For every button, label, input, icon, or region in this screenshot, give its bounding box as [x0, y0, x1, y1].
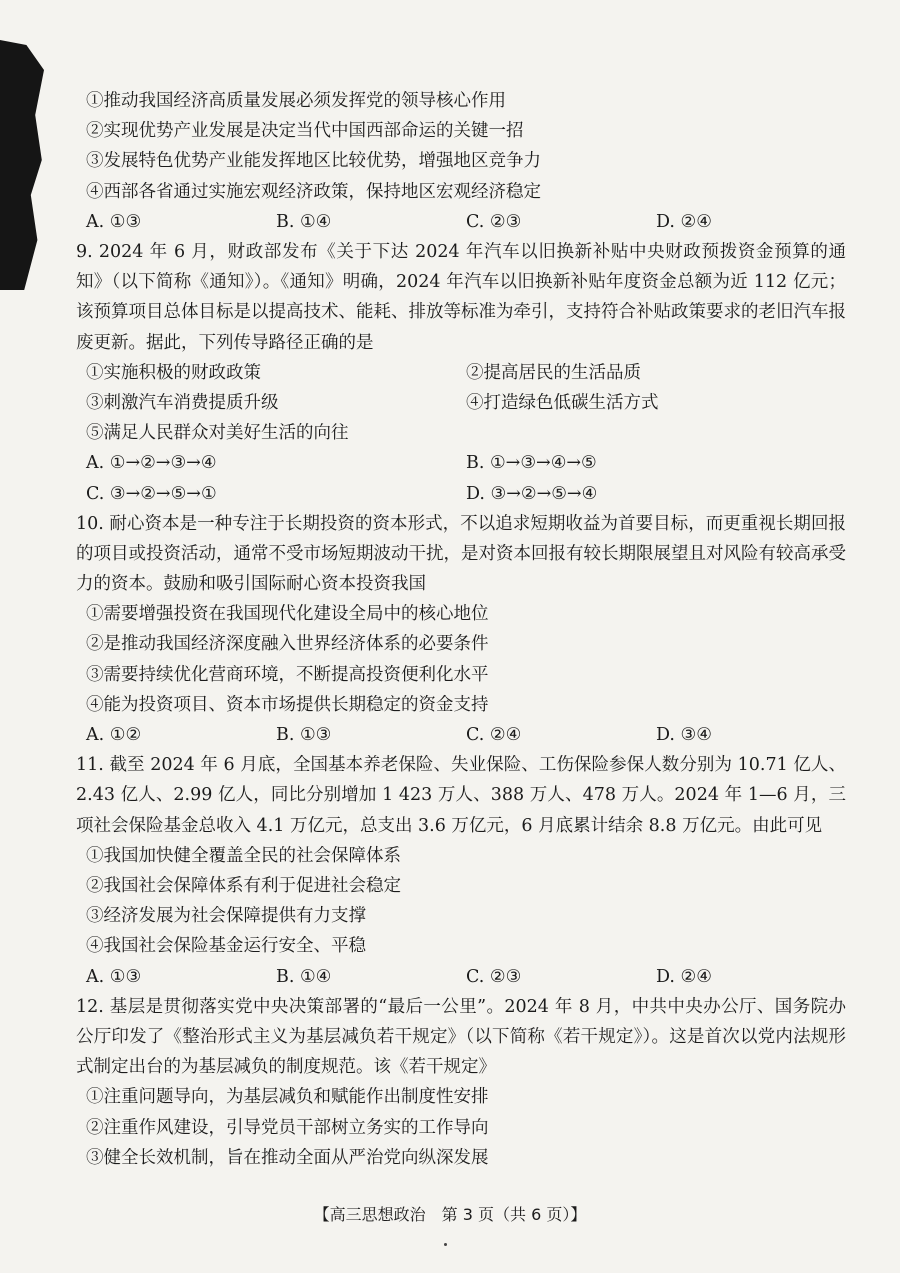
q10-option-b[interactable]: B. ①③ — [276, 725, 332, 746]
q9-item-1: ①实施积极的财政政策 — [86, 362, 261, 383]
q9-option-d[interactable]: D. ③→②→⑤→④ — [466, 483, 598, 504]
question-11 — [76, 750, 846, 992]
q11-options — [86, 962, 846, 992]
question-10 — [76, 509, 846, 751]
q11-option-a[interactable]: A. ①③ — [86, 966, 142, 987]
q8-option-c[interactable]: C. ②③ — [466, 211, 522, 232]
question-8-tail — [86, 86, 846, 237]
q11-item-4: ④我国社会保险基金运行安全、平稳 — [86, 936, 366, 957]
q12-item-2: ②注重作风建设，引导党员干部树立务实的工作导向 — [86, 1117, 489, 1138]
q8-item-2: ②实现优势产业发展是决定当代中国西部命运的关键一招 — [86, 121, 524, 142]
q8-item-1: ①推动我国经济高质量发展必须发挥党的领导核心作用 — [86, 91, 506, 111]
q10-option-a[interactable]: A. ①② — [86, 725, 142, 746]
page-footer: 【高三思想政治 第 3 页（共 6 页）】 — [313, 1205, 587, 1224]
q8-option-a[interactable]: A. ①③ — [86, 211, 142, 232]
q8-options — [86, 207, 846, 237]
q12-stem: 12. 基层是贯彻落实党中央决策部署的“最后一公里”。2024 年 8 月，中共中央办公厅、国务院办公厅印发了《整治形式主义为基层减负若干规定》（以下简称《若干规定》）。这是首次以党内法规形式制定出台的为基层减负的制度规范。该《若干规定》 — [76, 996, 846, 1078]
q9-options-row-1 — [86, 448, 846, 478]
q10-option-d[interactable]: D. ③④ — [656, 725, 712, 746]
page-content — [76, 86, 846, 1173]
q9-items-row-2 — [86, 388, 846, 418]
q11-option-b[interactable]: B. ①④ — [276, 966, 332, 987]
q9-stem: 9. 2024 年 6 月，财政部发布《关于下达 2024 年汽车以旧换新补贴中央财政预拨资金预算的通知》（以下简称《通知》）。《通知》明确，2024 年汽车以旧换新补贴年度资金总额为近 112 亿元；该预算项目总体目标是以提高技术、能耗、排放等标准为牵引，支持符合补贴政策要求的老旧汽车报废更新。据此，下列传导路径正确的是 — [76, 241, 846, 353]
q11-stem: 11. 截至 2024 年 6 月底，全国基本养老保险、失业保险、工伤保险参保人数分别为 10.71 亿人、2.43 亿人、2.99 亿人，同比分别增加 1 423 万人、388 万人、478 万人。2024 年 1—6 月，三项社会保险基金总收入 4.1 万亿元，总支出 3.6 万亿元，6 月底累计结余 8.8 万亿元。由此可见 — [76, 755, 846, 836]
q10-item-3: ③需要持续优化营商环境，不断提高投资便利化水平 — [86, 664, 489, 685]
q10-item-2: ②是推动我国经济深度融入世界经济体系的必要条件 — [86, 634, 489, 655]
question-9 — [76, 237, 846, 509]
q11-item-1: ①我国加快健全覆盖全民的社会保障体系 — [86, 845, 401, 866]
scan-speck — [444, 1243, 447, 1246]
q11-option-d[interactable]: D. ②④ — [656, 966, 712, 987]
q9-option-b[interactable]: B. ①→③→④→⑤ — [466, 453, 597, 474]
q9-item-2: ②提高居民的生活品质 — [466, 362, 641, 383]
question-12 — [76, 992, 846, 1173]
q9-options-row-2 — [86, 479, 846, 509]
q12-item-3: ③健全长效机制，旨在推动全面从严治党向纵深发展 — [86, 1147, 489, 1168]
q8-option-b[interactable]: B. ①④ — [276, 211, 332, 232]
q8-item-4: ④西部各省通过实施宏观经济政策，保持地区宏观经济稳定 — [86, 181, 541, 202]
q11-option-c[interactable]: C. ②③ — [466, 966, 522, 987]
q9-item-4: ④打造绿色低碳生活方式 — [466, 392, 659, 413]
q9-option-c[interactable]: C. ③→②→⑤→① — [86, 483, 217, 504]
q9-option-a[interactable]: A. ①→②→③→④ — [86, 453, 217, 474]
q10-options — [86, 720, 846, 750]
q9-items-row-1 — [86, 358, 846, 388]
q10-stem: 10. 耐心资本是一种专注于长期投资的资本形式，不以追求短期收益为首要目标，而更重视长期回报的项目或投资活动，通常不受市场短期波动干扰，是对资本回报有较长期限展望且对风险有较高承受力的资本。鼓励和吸引国际耐心资本投资我国 — [76, 513, 846, 595]
q9-item-5: ⑤满足人民群众对美好生活的向往 — [86, 423, 349, 444]
q12-item-1: ①注重问题导向，为基层减负和赋能作出制度性安排 — [86, 1087, 489, 1108]
q10-item-1: ①需要增强投资在我国现代化建设全局中的核心地位 — [86, 604, 489, 625]
q8-item-3: ③发展特色优势产业能发挥地区比较优势，增强地区竞争力 — [86, 151, 541, 172]
q10-item-4: ④能为投资项目、资本市场提供长期稳定的资金支持 — [86, 694, 489, 715]
q11-item-2: ②我国社会保障体系有利于促进社会稳定 — [86, 876, 401, 897]
q8-option-d[interactable]: D. ②④ — [656, 211, 712, 232]
q9-item-3: ③刺激汽车消费提质升级 — [86, 392, 279, 413]
q10-option-c[interactable]: C. ②④ — [466, 725, 522, 746]
q11-item-3: ③经济发展为社会保障提供有力支撑 — [86, 906, 366, 927]
scan-shadow — [0, 40, 44, 290]
